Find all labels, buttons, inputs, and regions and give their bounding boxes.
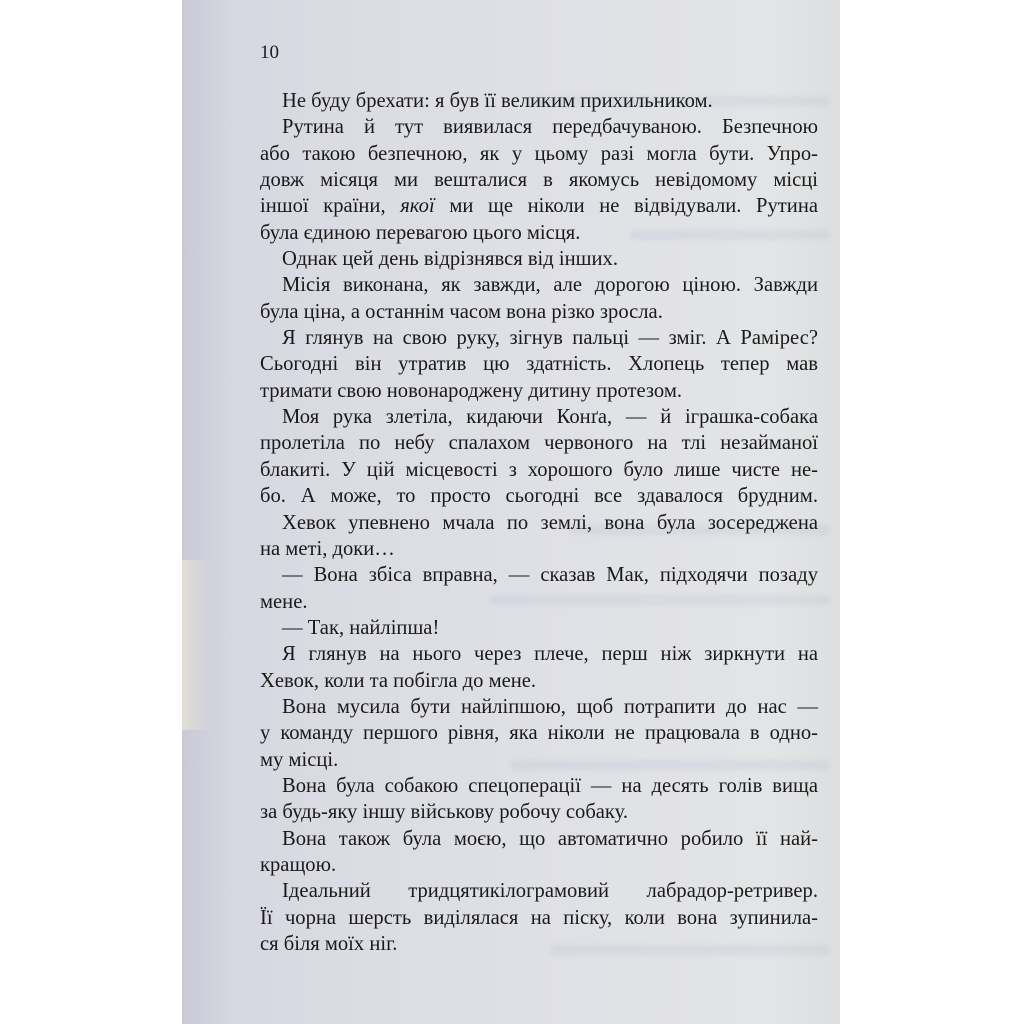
text-line: за будь-яку іншу військову робочу собаку. [260,801,629,824]
page-number: 10 [260,42,279,63]
text-line: Моя рука злетіла, кидаючи Конґа, — й іграшка-собака [282,406,818,429]
text-line: або такою безпечною, як у цьому разі могла бути. Упро- [260,142,818,165]
text-line: бо. А може, то просто сьогодні все здавалося брудним. [260,485,818,508]
text-line: довж місяця ми вешталися в якомусь невідомому місці [260,169,818,192]
text-line: Її чорна шерсть виділялася на піску, коли вона зупинила- [260,906,818,929]
text-line: блакиті. У цій місцевості з хорошого було лише чисте не- [260,458,818,481]
text-line: Вона була собакою спецоперації — на десять голів вища [282,774,818,797]
text-line: ся біля моїх ніг. [260,933,398,955]
text-line: Місія виконана, як завжди, але дорогою ціною. Завжди [282,274,818,297]
text-line: іншої країни, якої ми ще ніколи не відвідували. Рутина [260,195,818,218]
italic-word: якої [400,195,435,218]
text-line: мене. [260,590,308,613]
text-line: Однак цей день відрізнявся від інших. [282,248,618,271]
text-line: була ціна, а останнім часом вона різко зросла. [260,300,663,323]
text-line: Ідеальний тридцятикілограмовий лабрадор-ретривер. [282,880,818,903]
text-line: Не буду брехати: я був її великим прихильником. [282,90,713,112]
text-line: Вона мусила бути найліпшою, щоб потрапити до нас — [282,695,818,718]
text-line: — Так, найліпша! [282,616,440,639]
text-line: Я глянув на нього через плече, перш ніж зиркнути на [282,643,818,666]
text-line: була єдиною перевагою цього місця. [260,221,581,244]
text-line: Вона також була моєю, що автоматично робило її най- [282,827,818,850]
book-page [182,0,840,1024]
text-line: — Вона збіса вправна, — сказав Мак, підходячи позаду [282,564,818,587]
text-line: Хевок, коли та побігла до мене. [260,669,537,692]
text-line: на меті, доки… [260,537,395,560]
text-line: кращою. [260,853,337,876]
body-text [260,88,818,957]
text-line: тримати свою новонароджену дитину протезом. [260,379,683,402]
text-line: Рутина й тут виявилася передбачуваною. Безпечною [282,116,818,139]
text-line: Сьогодні він утратив цю здатність. Хлопець тепер мав [260,353,818,376]
text-line: пролетіла по небу спалахом червоного на тлі незайманої [260,432,818,455]
text-line: Хевок упевнено мчала по землі, вона була зосереджена [282,511,818,534]
text-line: му місці. [260,748,339,771]
text-line: Я глянув на свою руку, зігнув пальці — зміг. А Рамірес? [282,327,818,350]
text-line: у команду першого рівня, яка ніколи не працювала в одно- [260,722,818,745]
